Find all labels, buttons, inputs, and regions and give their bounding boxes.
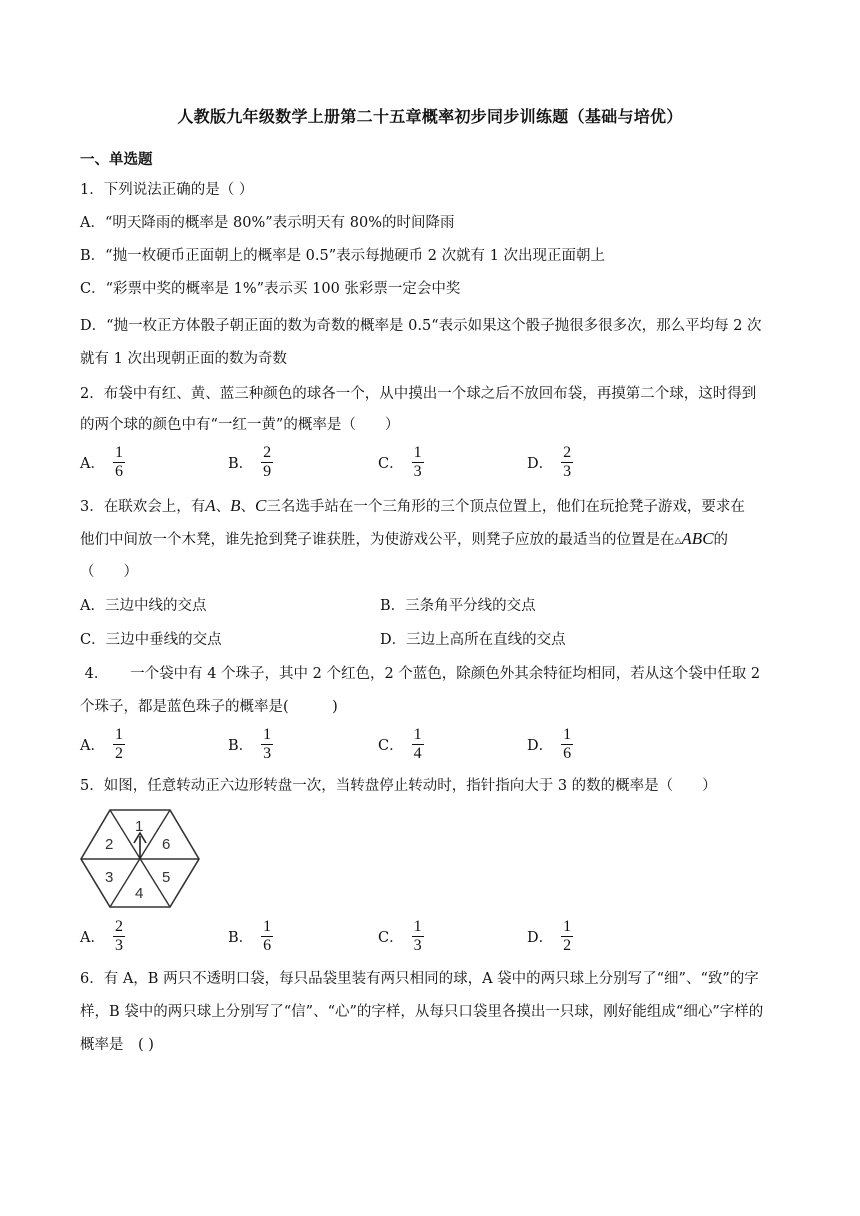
document-title: 人教版九年级数学上册第二十五章概率初步同步训练题（基础与培优） bbox=[177, 107, 683, 126]
fraction: $\frac{1}{6}$ bbox=[263, 918, 272, 954]
hexagon-spinner-figure bbox=[79, 806, 201, 910]
q5-option-a: A． $\frac{2}{3}$ bbox=[80, 918, 123, 954]
fraction: $\frac{1}{2}$ bbox=[563, 918, 572, 954]
fraction: $\frac{1}{3}$ bbox=[413, 444, 422, 480]
q1-option-d-line2: 就有 1 次出现朝正面的数为奇数 bbox=[80, 351, 287, 367]
q1-option-c: C．“彩票中奖的概率是 1%”表示买 100 张彩票一定会中奖 bbox=[80, 281, 461, 297]
fraction: $\frac{1}{6}$ bbox=[114, 444, 123, 480]
q2-option-b: B． $\frac{2}{9}$ bbox=[228, 444, 272, 480]
sector-number: 4 bbox=[135, 885, 144, 902]
q3-option-a: A．三边中线的交点 bbox=[80, 598, 207, 614]
fraction: $\frac{2}{3}$ bbox=[114, 918, 123, 954]
q1-option-a: A．“明天降雨的概率是 80%”表示明天有 80%的时间降雨 bbox=[80, 215, 455, 231]
q3-option-b: B．三条角平分线的交点 bbox=[380, 598, 536, 614]
q3-stem-line3: （ ） bbox=[80, 564, 138, 580]
sector-number: 3 bbox=[105, 869, 114, 886]
q5-option-b: B． $\frac{1}{6}$ bbox=[228, 918, 272, 954]
q3-stem-line1: 3．在联欢会上，有A、B、C三名选手站在一个三角形的三个顶点位置上，他们在玩抢凳子游戏，要求在 bbox=[80, 496, 745, 515]
sector-number: 6 bbox=[162, 836, 171, 853]
q4-option-a: A． $\frac{1}{2}$ bbox=[80, 726, 123, 762]
q2-stem-line1: 2．布袋中有红、黄、蓝三种颜色的球各一个，从中摸出一个球之后不放回布袋，再摸第二个球，这时得到 bbox=[80, 386, 757, 402]
q5-stem: 5．如图，任意转动正六边形转盘一次，当转盘停止转动时，指针指向大于 3 的数的概率是（ ） bbox=[80, 778, 717, 794]
q4-option-d: D． $\frac{1}{6}$ bbox=[527, 726, 572, 762]
q3-option-c: C．三边中垂线的交点 bbox=[80, 632, 222, 648]
q4-option-b: B． $\frac{1}{3}$ bbox=[228, 726, 272, 762]
fraction: $\frac{1}{3}$ bbox=[413, 918, 422, 954]
q5-option-c: C． $\frac{1}{3}$ bbox=[378, 918, 422, 954]
q6-stem-line3: 概率是 ( ) bbox=[80, 1037, 154, 1053]
q5-option-d: D． $\frac{1}{2}$ bbox=[527, 918, 572, 954]
q4-option-c: C． $\frac{1}{4}$ bbox=[378, 726, 422, 762]
fraction: $\frac{2}{9}$ bbox=[263, 444, 272, 480]
q6-stem-line1: 6．有 A，B 两只不透明口袋，每只品袋里装有两只相同的球，A 袋中的两只球上分别写了“细”、“致”的字 bbox=[80, 971, 759, 987]
fraction: $\frac{1}{2}$ bbox=[114, 726, 123, 762]
q2-option-a: A． $\frac{1}{6}$ bbox=[80, 444, 123, 480]
q2-option-d: D． $\frac{2}{3}$ bbox=[527, 444, 572, 480]
q6-stem-line2: 样，B 袋中的两只球上分别写了“信”、“心”的字样，从每只口袋里各摸出一只球，刚好能组成“细心”字样的 bbox=[80, 1004, 764, 1020]
fraction: $\frac{1}{4}$ bbox=[413, 726, 422, 762]
q3-stem-line2: 他们中间放一个木凳，谁先抢到凳子谁获胜，为使游戏公平，则凳子应放的最适当的位置是在△ABC的 bbox=[80, 529, 729, 548]
q1-stem: 1．下列说法正确的是（ ） bbox=[80, 182, 254, 198]
q3-option-d: D．三边上高所在直线的交点 bbox=[380, 632, 566, 648]
q2-stem-line2: 的两个球的颜色中有“一红一黄”的概率是（ ） bbox=[80, 417, 400, 433]
sector-number: 2 bbox=[105, 836, 114, 853]
q4-stem-line2: 个珠子，都是蓝色珠子的概率是( ) bbox=[80, 699, 338, 715]
q2-option-c: C． $\frac{1}{3}$ bbox=[378, 444, 422, 480]
q1-option-d-line1: D．“抛一枚正方体骰子朝正面的数为奇数的概率是 0.5“表示如果这个骰子抛很多很多次，那么平均每 2 次 bbox=[80, 318, 762, 334]
q1-option-b: B．“抛一枚硬币正面朝上的概率是 0.5”表示每抛硬币 2 次就有 1 次出现正面朝上 bbox=[80, 248, 606, 264]
fraction: $\frac{1}{6}$ bbox=[563, 726, 572, 762]
fraction: $\frac{1}{3}$ bbox=[263, 726, 272, 762]
q4-stem-line1: 4． 一个袋中有 4 个珠子，其中 2 个红色，2 个蓝色，除颜色外其余特征均相同，若从这个袋中任取 2 bbox=[80, 666, 761, 682]
section-heading: 一、单选题 bbox=[80, 151, 153, 168]
sector-number: 1 bbox=[135, 818, 144, 835]
fraction: $\frac{2}{3}$ bbox=[563, 444, 572, 480]
sector-number: 5 bbox=[162, 869, 171, 886]
